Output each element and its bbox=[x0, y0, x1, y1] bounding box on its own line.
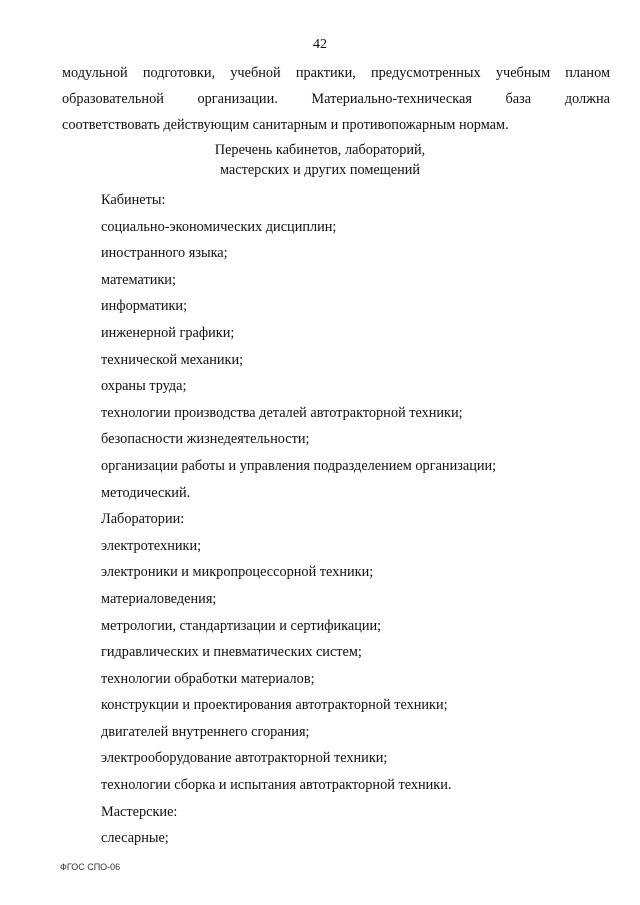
intro-line-1 bbox=[62, 60, 610, 86]
list-item: охраны труда; bbox=[101, 378, 187, 395]
intro-word: учебной bbox=[230, 65, 281, 81]
intro-line-3: соответствовать действующим санитарным и противопожарным нормам. bbox=[62, 117, 509, 133]
list-item: иностранного языка; bbox=[101, 245, 228, 262]
list-item: технологии производства деталей автотракторной техники; bbox=[101, 404, 463, 421]
intro-word: планом bbox=[565, 65, 610, 81]
premises-list bbox=[101, 187, 496, 852]
intro-word: учебным bbox=[495, 65, 551, 81]
intro-word: практики, bbox=[295, 65, 356, 81]
list-item: методический. bbox=[101, 484, 191, 501]
list-category-cabinets: Кабинеты: bbox=[101, 192, 166, 208]
intro-paragraph bbox=[62, 60, 610, 138]
intro-word: предусмотренных bbox=[370, 65, 481, 81]
intro-word: база bbox=[505, 91, 532, 107]
list-item: электроники и микропроцессорной техники; bbox=[101, 564, 374, 581]
list-item: слесарные; bbox=[101, 830, 169, 847]
list-item: метрологии, стандартизации и сертификации; bbox=[101, 617, 382, 634]
list-category-labs: Лаборатории: bbox=[101, 511, 185, 528]
section-heading bbox=[0, 140, 640, 180]
list-item: гидравлических и пневматических систем; bbox=[101, 644, 362, 661]
list-item: материаловедения; bbox=[101, 590, 217, 607]
list-item: информатики; bbox=[101, 298, 188, 315]
intro-word: модульной bbox=[62, 65, 128, 81]
list-item: технологии обработки материалов; bbox=[101, 670, 315, 687]
list-item: технической механики; bbox=[101, 351, 244, 368]
intro-line-2 bbox=[62, 86, 610, 112]
list-item: электрооборудование автотракторной техники; bbox=[101, 750, 388, 767]
list-item: двигателей внутреннего сгорания; bbox=[101, 723, 310, 740]
list-item: безопасности жизнедеятельности; bbox=[101, 431, 310, 448]
intro-word: должна bbox=[564, 91, 610, 107]
list-item: математики; bbox=[101, 271, 176, 288]
intro-word: организации. bbox=[197, 91, 278, 107]
intro-word: образовательной bbox=[62, 91, 164, 107]
heading-line-1: Перечень кабинетов, лабораторий, bbox=[214, 142, 426, 158]
list-item: инженерной графики; bbox=[101, 324, 235, 341]
heading-line-2: мастерских и других помещений bbox=[219, 162, 421, 178]
list-category-workshops: Мастерские: bbox=[101, 803, 178, 820]
list-item: электротехники; bbox=[101, 537, 202, 554]
list-item: конструкции и проектирования автотракторной техники; bbox=[101, 697, 448, 714]
list-item: технологии сборка и испытания автотракторной техники. bbox=[101, 777, 452, 794]
list-item: организации работы и управления подразделением организации; bbox=[101, 457, 497, 474]
footer-code: ФГОС СПО-06 bbox=[60, 862, 121, 872]
page-number: 42 bbox=[313, 37, 327, 52]
intro-word: Материально-техническая bbox=[311, 91, 472, 107]
list-item: социально-экономических дисциплин; bbox=[101, 218, 337, 235]
intro-word: подготовки, bbox=[142, 65, 216, 81]
